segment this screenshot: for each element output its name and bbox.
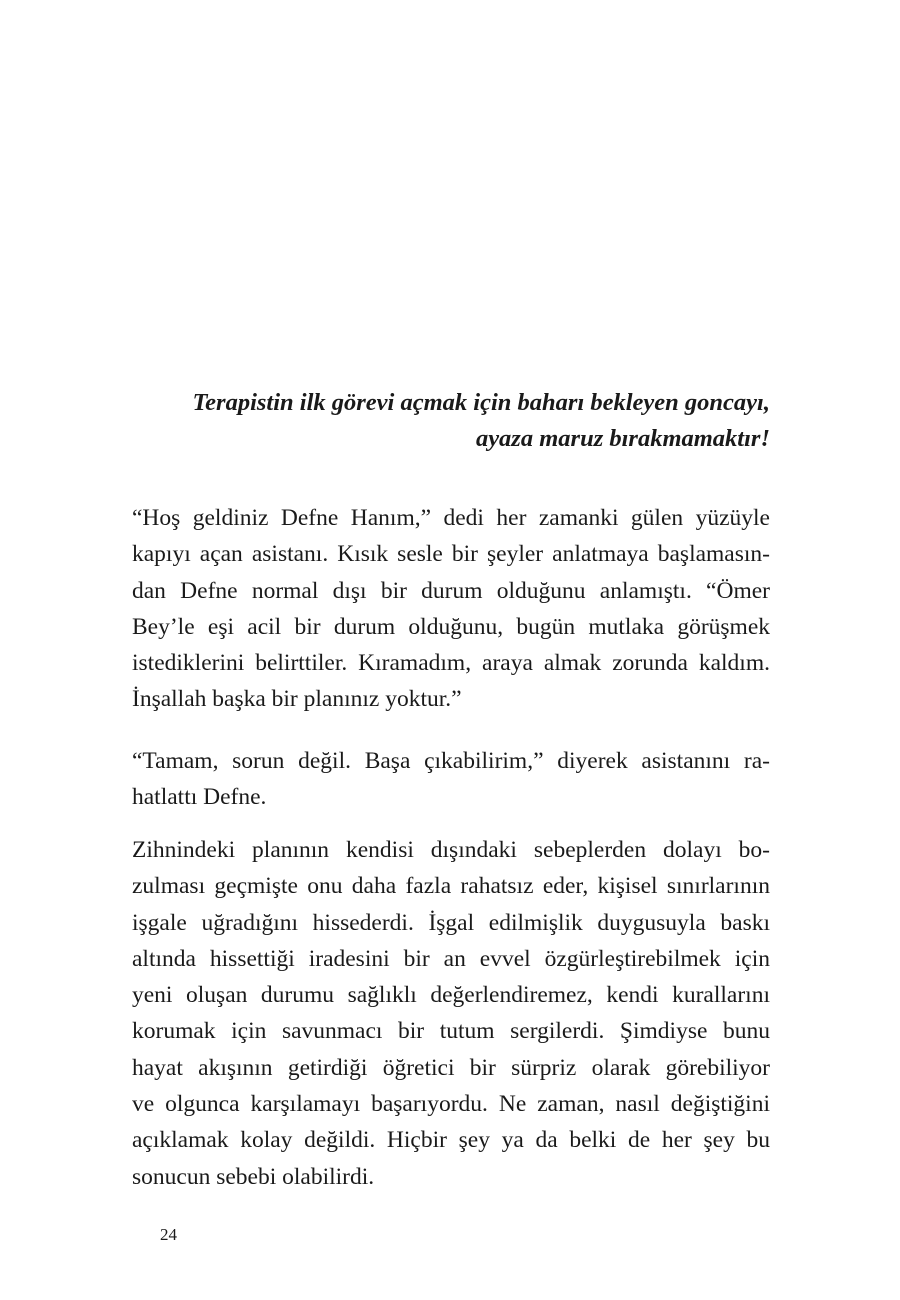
text-line: zulması geçmişte onu daha fazla rahatsız eder, kişisel sınırlarının xyxy=(132,873,770,900)
text-line: işgale uğradığını hissederdi. İşgal edilmişlik duygusuyla baskı xyxy=(132,909,770,936)
page-number: 24 xyxy=(160,1225,177,1244)
text-line: hatlattı Defne. xyxy=(132,784,267,811)
text-line: İnşallah başka bir planınız yoktur.” xyxy=(132,686,462,713)
text-line: ve olgunca karşılamayı başarıyordu. Ne zaman, nasıl değiştiğini xyxy=(132,1091,770,1118)
text-line: Zihnindeki planının kendisi dışındaki sebeplerden dolayı bo- xyxy=(132,837,770,863)
text-line: sonucun sebebi olabilirdi. xyxy=(132,1163,375,1190)
paragraph xyxy=(132,500,770,718)
text-line: açıklamak kolay değildi. Hiçbir şey ya da belki de her şey bu xyxy=(132,1127,770,1154)
epigraph-line: Terapistin ilk görevi açmak için baharı bekleyen goncayı, xyxy=(192,389,770,416)
text-line: “Tamam, sorun değil. Başa çıkabilirim,” diyerek asistanını ra- xyxy=(132,748,770,774)
epigraph-line: ayaza maruz bırakmamaktır! xyxy=(475,425,770,452)
text-line: istediklerini belirttiler. Kıramadım, araya almak zorunda kaldım. xyxy=(132,650,770,677)
paragraph xyxy=(132,743,770,816)
text-line: Bey’le eşi acil bir durum olduğunu, bugün mutlaka görüşmek xyxy=(132,613,770,640)
text-line: “Hoş geldiniz Defne Hanım,” dedi her zamanki gülen yüzüyle xyxy=(132,505,770,531)
paragraph xyxy=(132,832,770,1195)
epigraph xyxy=(132,385,770,457)
text-line: yeni oluşan durumu sağlıklı değerlendiremez, kendi kurallarını xyxy=(132,982,770,1009)
text-line: altında hissettiği iradesini bir an evvel özgürleştirebilmek için xyxy=(132,945,770,972)
text-line: dan Defne normal dışı bir durum olduğunu anlamıştı. “Ömer xyxy=(132,577,770,604)
text-line: korumak için savunmacı bir tutum sergilerdi. Şimdiyse bunu xyxy=(132,1018,770,1045)
text-line: hayat akışının getirdiği öğretici bir sürpriz olarak görebiliyor xyxy=(132,1054,770,1081)
text-line: kapıyı açan asistanı. Kısık sesle bir şeyler anlatmaya başlamasın- xyxy=(132,541,770,568)
